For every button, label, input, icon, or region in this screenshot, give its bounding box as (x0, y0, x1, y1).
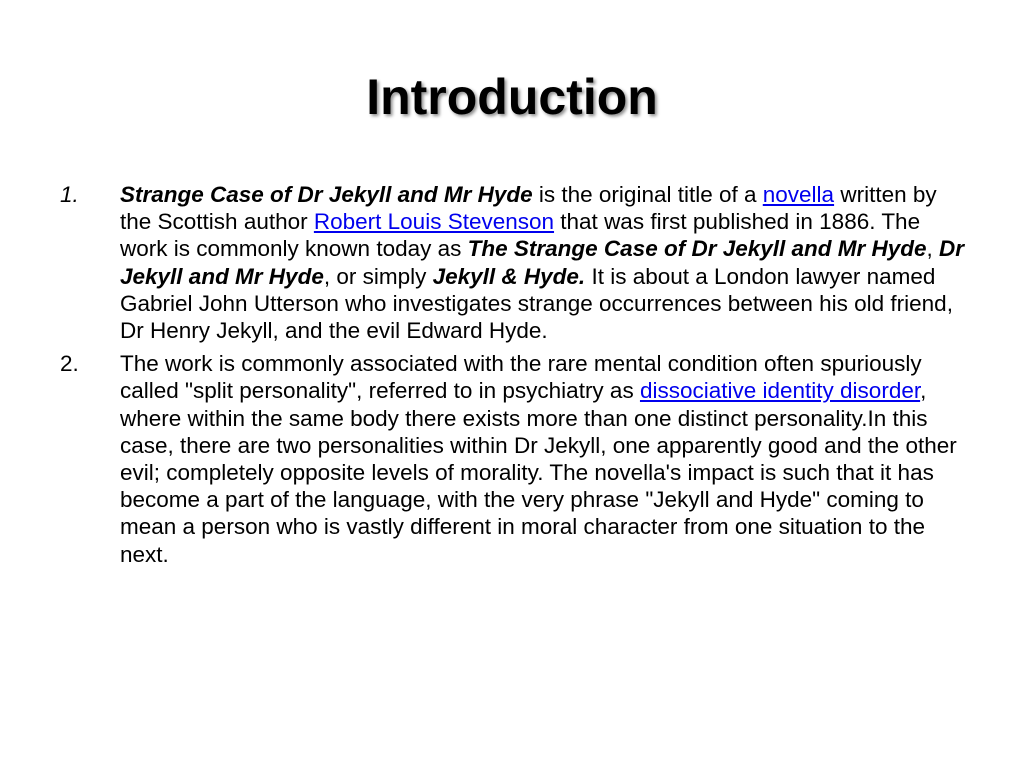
novella-link[interactable]: novella (762, 182, 835, 207)
text-segment: The work is commonly associated with the rare mental condition often spuriously called "split personality", referred to in psychiatry as (120, 351, 922, 404)
slide-title: Introduction (366, 69, 658, 125)
item-text (120, 351, 957, 566)
slide-content (60, 181, 965, 574)
list-number: 1. (60, 182, 79, 207)
book-title-original: Strange Case of Dr Jekyll and Mr Hyde (120, 182, 533, 207)
book-title-simple: Jekyll & Hyde. (432, 263, 586, 289)
text-segment: , or simply (323, 263, 433, 289)
text-segment: , where within the same body there exists more than one distinct personality.In this case, there are two personalities within Dr Jekyll, one apparently good and the other evil; completely opposite levels of morality. The novella's impact is such that it has become a part of the language, with the very phrase "Jekyll and Hyde" coming to mean a person who is vastly different in moral character from one situation to the next. (120, 378, 957, 567)
list-item (60, 181, 965, 344)
text-segment: written by the Scottish author (120, 182, 937, 235)
list-item (60, 350, 965, 568)
text-segment: is the original title of a (532, 182, 763, 207)
text-segment: It is about a London lawyer named Gabriel John Utterson who investigates strange occurrences between his old friend, Dr Henry Jekyll, and the evil Edward Hyde. (120, 263, 953, 344)
text-segment: that was first published in 1886. The work is commonly known today as (120, 209, 921, 262)
dissociative-identity-disorder-link[interactable]: dissociative identity disorder (639, 378, 921, 404)
list-number: 2. (60, 351, 79, 377)
book-title-short: Dr Jekyll and Mr Hyde (120, 236, 965, 289)
robert-louis-stevenson-link[interactable]: Robert Louis Stevenson (313, 209, 555, 235)
book-title-common: The Strange Case of Dr Jekyll and Mr Hyde (467, 236, 927, 262)
item-text (120, 182, 964, 343)
text-segment: , (926, 236, 940, 262)
